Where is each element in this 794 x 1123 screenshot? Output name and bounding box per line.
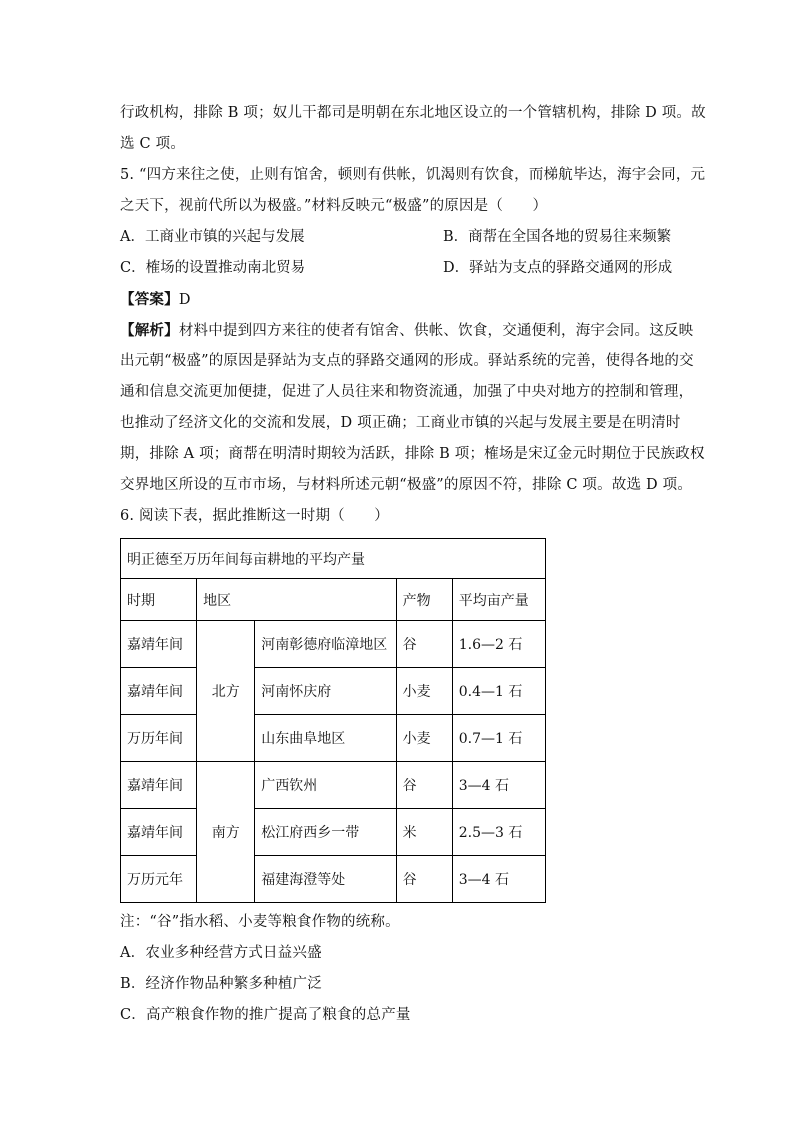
cell-period: 嘉靖年间 [121, 668, 197, 715]
cell-period: 嘉靖年间 [121, 762, 197, 809]
option-a: A．工商业市镇的兴起与发展 [120, 229, 305, 245]
table-row [121, 762, 546, 809]
answer-tag: 【答案】 [120, 291, 179, 308]
cell-yield: 2.5—3 石 [452, 809, 545, 856]
option-b: B．商帮在全国各地的贸易往来频繁 [443, 229, 672, 245]
text-line: 选 C 项。 [120, 136, 186, 152]
header-yield: 平均亩产量 [452, 579, 545, 621]
cell-place: 广西钦州 [255, 762, 396, 809]
analysis-line: 通和信息交流更加便捷，促进了人员往来和物资流通，加强了中央对地方的控制和管理， [120, 384, 694, 400]
cell-period: 万历元年 [121, 856, 197, 903]
analysis-line: 出元朝“极盛”的原因是驿站为支点的驿路交通网的形成。驿站系统的完善，使得各地的交 [120, 353, 694, 369]
analysis-line: 也推动了经济文化的交流和发展，D 项正确；工商业市镇的兴起与发展主要是在明清时 [120, 415, 681, 431]
cell-period: 嘉靖年间 [121, 809, 197, 856]
cell-yield: 0.4—1 石 [452, 668, 545, 715]
cell-place: 山东曲阜地区 [255, 715, 396, 762]
header-crop: 产物 [396, 579, 452, 621]
cell-region-south: 南方 [197, 762, 255, 903]
table-title: 明正德至万历年间每亩耕地的平均产量 [121, 539, 546, 579]
cell-place: 河南彰德府临漳地区 [255, 621, 396, 668]
analysis-text: 材料中提到四方来往的使者有馆舍、供帐、饮食，交通便利，海宇会同。这反映 [178, 323, 694, 339]
cell-crop: 小麦 [396, 668, 452, 715]
cell-crop: 小麦 [396, 715, 452, 762]
table-row [121, 621, 546, 668]
answer-line [120, 284, 676, 315]
document-page [120, 98, 706, 1031]
question-6-stem: 6. 阅读下表，据此推断这一时期（ ） [120, 508, 389, 524]
cell-crop: 谷 [396, 856, 452, 903]
table-row [121, 809, 546, 856]
header-period: 时期 [121, 579, 197, 621]
table-title-row [121, 539, 546, 579]
text-line: 行政机构，排除 B 项；奴儿干都司是明朝在东北地区设立的一个管辖机构，排除 D 项。故 [120, 105, 706, 121]
cell-place: 松江府西乡一带 [255, 809, 396, 856]
cell-yield: 3—4 石 [452, 856, 545, 903]
option-c: C．榷场的设置推动南北贸易 [120, 260, 306, 276]
option-c: C．高产粮食作物的推广提高了粮食的总产量 [120, 1007, 411, 1023]
option-a: A．农业多种经营方式日益兴盛 [120, 945, 322, 961]
option-d: D．驿站为支点的驿路交通网的形成 [443, 260, 673, 276]
question-5-options-row-1 [120, 222, 676, 253]
cell-crop: 谷 [396, 621, 452, 668]
header-region: 地区 [197, 579, 396, 621]
question-5-stem-cont: 之天下，视前代所以为极盛。”材料反映元“极盛”的原因是（ ） [120, 198, 548, 214]
cell-period: 万历年间 [121, 715, 197, 762]
analysis-line: 交界地区所设的互市市场，与材料所述元朝“极盛”的原因不符，排除 C 项。故选 D 项。 [120, 477, 693, 493]
cell-yield: 0.7—1 石 [452, 715, 545, 762]
analysis-line [120, 315, 694, 346]
option-b: B．经济作物品种繁多种植广泛 [120, 976, 322, 992]
cell-crop: 谷 [396, 762, 452, 809]
cell-place: 河南怀庆府 [255, 668, 396, 715]
question-5-options-row-2 [120, 253, 676, 284]
cell-place: 福建海澄等处 [255, 856, 396, 903]
analysis-line: 期，排除 A 项；商帮在明清时期较为活跃，排除 B 项；榷场是宋辽金元时期位于民族政权 [120, 446, 705, 462]
cell-crop: 米 [396, 809, 452, 856]
analysis-tag: 【解析】 [120, 322, 179, 339]
table-row [121, 668, 546, 715]
yield-table [120, 538, 546, 903]
cell-period: 嘉靖年间 [121, 621, 197, 668]
question-5-stem: 5. “四方来往之使，止则有馆舍，顿则有供帐，饥渴则有饮食，而梯航毕达，海宇会同，元 [120, 167, 706, 183]
table-row [121, 856, 546, 903]
table-row [121, 715, 546, 762]
cell-region-north: 北方 [197, 621, 255, 762]
cell-yield: 3—4 石 [452, 762, 545, 809]
table-note: 注：“谷”指水稻、小麦等粮食作物的统称。 [120, 914, 400, 930]
cell-yield: 1.6—2 石 [452, 621, 545, 668]
answer-value: D [178, 292, 191, 308]
table-header-row [121, 579, 546, 621]
